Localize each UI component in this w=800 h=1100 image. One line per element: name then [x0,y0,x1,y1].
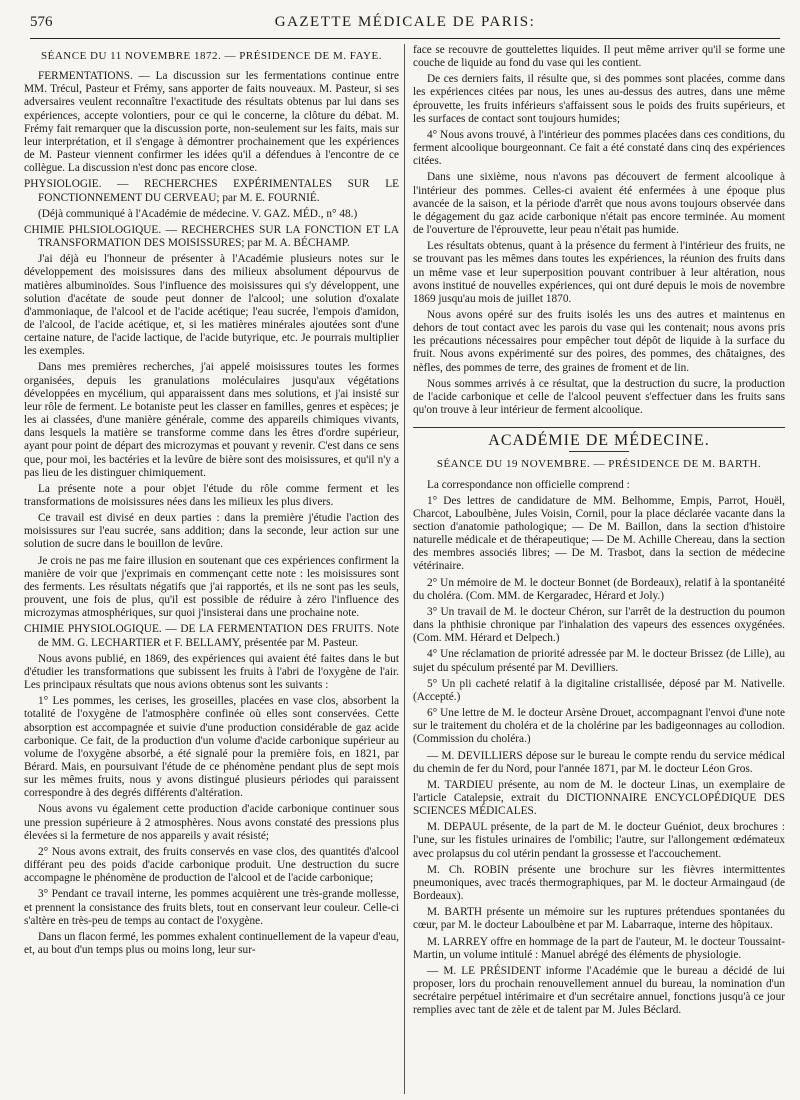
article-heading: CHIMIE PHLSIOLOGIQUE. — RECHERCHES SUR LA FONCTION ET LA TRANSFORMATION DES MOISISSURES; par M. A. BÉCHAMP. [24,223,399,250]
paragraph: 5° Un pli cacheté relatif à la digitaline cristallisée, déposé par M. Nativelle. (Accepté.) [413,677,785,703]
paragraph: La présente note a pour objet l'étude du rôle comme ferment et les transformations de moisissures nées dans les milieux les plus divers. [24,482,399,508]
paragraph: Je crois ne pas me faire illusion en soutenant que ces expériences confirment la manière de voir que j'exprimais en commençant cette note : les moisissures sont des ferments. Les résultats négatifs que j'ai rapportés, et ils ne sont pas les seuls, prouvent, une fois de plus, qu'il est possible de réduire à zéro l'influence des microzymas atmosphériques, sur quoi j'insisterai dans une prochaine note. [24,554,399,620]
paragraph: — M. DEVILLIERS dépose sur le bureau le compte rendu du service médical du chemin de fer du Nord, pour l'année 1871, par M. le docteur Léon Gros. [413,749,785,775]
paragraph: De ces derniers faits, il résulte que, si des pommes sont placées, comme dans les expériences citées par nous, les unes au-dessus des autres, dans une même éprouvette, les fruits inférieurs s'affaissent sous le poids des fruits supérieurs, et les surfaces de contact sont toujours humides; [413,73,785,125]
session-heading: SÉANCE DU 11 NOVEMBRE 1872. — PRÉSIDENCE DE M. FAYE. [41,50,382,62]
paragraph: — M. LE PRÉSIDENT informe l'Académie que le bureau a décidé de lui proposer, lors du prochain renouvellement annuel du bureau, la nomination d'un secrétaire perpétuel intérimaire et d'un secrétaire annuel, fonctions jusqu'à ce jour remplies avec tant de zèle et de talent par M. Jules Béclard. [413,964,785,1017]
page-number: 576 [30,14,53,30]
paragraph: 4° Une réclamation de priorité adressée par M. le docteur Brissez (de Lille), au sujet du spéculum présenté par M. Devilliers. [413,648,785,674]
paragraph: 4° Nous avons trouvé, à l'intérieur des pommes placées dans ces conditions, du ferment alcoolique bourgeonnant. Ce fait a été constaté dans cinq des expériences citées. [413,128,785,168]
section-title: ACADÉMIE DE MÉDECINE. [413,427,785,447]
paragraph: M. DEPAUL présente, de la part de M. le docteur Guéniot, deux brochures : l'une, sur les fistules urinaires de l'ombilic; l'autre, sur l'allongement œdémateux avec prolapsus du col utérin pendant la grossesse et l'accouchement. [413,821,785,860]
paragraph: 1° Des lettres de candidature de MM. Belhomme, Empis, Parrot, Houël, Charcot, Laboulbène, Jules Voisin, Cornil, pour la place déclarée vacante dans la section d'anatomie pathologique; — De M. Baillon, dans la section d'histoire naturelle médicale et de thérapeutique; — De M. Achille Chereau, dans la section des membres associés libres; — De M. Trasbot, dans la section de médecine vétérinaire. [413,494,785,573]
paragraph: Nous avons opéré sur des fruits isolés les uns des autres et maintenus en dehors de tout contact avec les parois du vase qui les contenait; nous avons pris les précautions nécessaires pour empêcher tout dépôt de liquide à la surface du fruit. Nous avons expérimenté sur des poires, des pommes, des châtaignes, des nèfles, des pommes de terre, des graines de froment et de lin. [413,308,785,374]
paragraph: Dans un flacon fermé, les pommes exhalent continuellement de la vapeur d'eau, et, au bout d'un temps plus ou moins long, leur sur- [24,930,399,956]
paragraph: Ce travail est divisé en deux parties : dans la première j'étudie l'action des moisissures sur l'eau sucrée, sans addition; dans la seconde, leur action sur une solution de sucre dans le bouillon de levûre. [24,512,399,551]
paragraph: 3° Pendant ce travail interne, les pommes acquièrent une très-grande mollesse, et prennent la consistance des fruits blets, tout en conservant leur couleur. Celle-ci s'altère en très-peu de temps au contact de l'oxygène. [24,888,399,927]
paragraph: M. BARTH présente un mémoire sur les ruptures prétendues spontanées du cœur, par M. le docteur Laboulbène et par M. Labarraque, interne des hôpitaux. [413,906,785,932]
paragraph: M. LARREY offre en hommage de la part de l'auteur, M. le docteur Toussaint-Martin, un volume intitulé : Manuel abrégé des éléments de physiologie. [413,935,785,961]
paragraph: (Déjà communiqué à l'Académie de médecine. V. GAZ. MÉD., n° 48.) [38,207,358,220]
paragraph: Dans mes premières recherches, j'ai appelé moisissures toutes les formes organisées, depuis les granulations moléculaires jusqu'aux végétations développées en mycélium, qui apparaissent dans mes solutions, et j'ai insisté sur leur rôle de ferment. Le botaniste peut les classer en familles, genres et espèces; je les ai classées, d'une manière générale, comme des appareils chimiques vivants, dans lesquels la matière se transforme comme dans les êtres d'ordre supérieur, ayant pour point de départ des microzymas et pouvant y revenir. C'est dans ce sens que, pour moi, les bactéries et la levûre de bière sont des moisissures, et qu'il n'y a pas lieu de les distinguer chimiquement. [24,361,399,479]
paragraph: 1° Les pommes, les cerises, les groseilles, placées en vase clos, absorbent la totalité de l'oxygène de l'atmosphère confinée où elles sont conservées. Cette absorption est accompagnée et suivie d'une production considérable de gaz acide carbonique. Ce fait, de la production d'un volume d'acide carbonique supérieur au volume de l'oxygène absorbé, a été signalé pour la première fois, en 1821, par Bérard. Mais, en poursuivant l'étude de ce phénomène pendant plus de sept mois sur les mêmes fruits, nous y avons distingué plusieurs périodes qui paraissent correspondre à des degrés différents d'altération. [24,695,399,800]
paragraph: Nous avons publié, en 1869, des expériences qui avaient été faites dans le but d'étudier les transformations que subissent les fruits à l'abri de l'oxygène de l'air. Les principaux résultats que nous avions obtenus sont les suivants : [24,652,399,692]
paragraph: Dans une sixième, nous n'avons pas découvert de ferment alcoolique à l'intérieur des pommes. Celles-ci avaient été enfermées à une époque plus avancée de la saison, et la période d'arrêt que nous avons toujours observée dans le dégagement du gaz acide carbonique n'était pas encore terminée. Au moment de l'ouverture de l'éprouvette, leur peau n'était pas humide. [413,171,785,237]
session-heading: SÉANCE DU 19 NOVEMBRE. — PRÉSIDENCE DE M. BARTH. [436,458,762,471]
paragraph: J'ai déjà eu l'honneur de présenter à l'Académie plusieurs notes sur le développement des moisissures dans des milieux absolument dépourvus de matières albuminoïdes. Sous l'influence des moisissures qui s'y développent, une solution d'acétate de soude peut donner de l'alcool; une solution d'oxalate d'ammoniaque, de l'alcool et de l'acide acétique; l'eau sucrée, l'empois d'amidon, de l'alcool, de l'acide acétique, et, si les matières minérales ajoutées sont d'une certaine nature, de l'acide lactique, de l'acide butyrique, etc. Je pourrais multiplier les exemples. [24,253,399,358]
journal-title: GAZETTE MÉDICALE DE PARIS: [274,14,536,30]
paragraph: Nous avons vu également cette production d'acide carbonique continuer sous une pression supérieure à 2 atmosphères. Nous avons constaté des pressions plus élevées si la fermeture de nos appareils y avait résisté; [24,803,399,842]
paragraph: 6° Une lettre de M. le docteur Arsène Drouet, accompagnant l'envoi d'une note sur le traitement du choléra et de la cholérine par les badigeonnages au collodion. (Commission du choléra.) [413,707,785,746]
article-heading: CHIMIE PHYSIOLOGIQUE. — DE LA FERMENTATION DES FRUITS. Note de MM. G. LECHARTIER et F. BELLAMY, présentée par M. Pasteur. [24,623,399,649]
paragraph: FERMENTATIONS. — La discussion sur les fermentations continue entre MM. Trécul, Pasteur et Frémy, sans apporter de faits nouveaux. M. Pasteur, si ses adversaires veulent reconnaître l'exactitude des résultats obtenus par lui dans ses expériences, accepte volontiers, pour ce qui le concerne, la clôture du débat. M. Frémy fait remarquer que la discussion porte, non-seulement sur les faits, mais sur leur interprétation, et il s'engage à démontrer prochainement que les expériences de M. Pasteur viennent confirmer les idées qu'il a défendues à l'encontre de ce collègue. La discussion n'est donc pas encore close. [24,70,399,175]
paragraph: 3° Un travail de M. le docteur Chéron, sur l'arrêt de la destruction du poumon dans la phthisie chronique par l'inhalation des vapeurs des essences oxygénées. (Com. MM. Hérard et Delpech.) [413,605,785,645]
paragraph: 2° Un mémoire de M. le docteur Bonnet (de Bordeaux), relatif à la spontanéité du choléra. (Com. MM. de Kergaradec, Hérard et Joly.) [413,576,785,602]
column-divider [404,44,405,1094]
paragraph: Nous sommes arrivés à ce résultat, que la destruction du sucre, la production de l'acide carbonique et celle de l'alcool peuvent s'effectuer dans les fruits sans qu'on trouve à leur intérieur de ferment alcoolique. [413,377,785,417]
right-column [413,44,785,1094]
paragraph: face se recouvre de gouttelettes liquides. Il peut même arriver qu'il se forme une couche de liquide au fond du vase qui les contient. [413,44,785,70]
paragraph: M. Ch. ROBIN présente une brochure sur les fièvres intermittentes pneumoniques, avec tracés thermographiques, par M. le docteur Armaingaud (de Bordeaux). [413,863,785,903]
article-heading: PHYSIOLOGIE. — RECHERCHES EXPÉRIMENTALES SUR LE FONCTIONNEMENT DU CERVEAU; par M. E. FOURNIÉ. [24,178,399,204]
paragraph: M. TARDIEU présente, au nom de M. le docteur Linas, un exemplaire de l'article Catalepsie, extrait du DICTIONNAIRE ENCYCLOPÉDIQUE DES SCIENCES MÉDICALES. [413,778,785,818]
paragraph: La correspondance non officielle comprend : [427,478,630,491]
paragraph: 2° Nous avons extrait, des fruits conservés en vase clos, des quantités d'alcool différant peu des poids d'acide carbonique produit. Une destruction du sucre accompagne le phénomène de production de l'alcool et de l'acide carbonique; [24,845,399,885]
left-column [24,44,399,1094]
title-rule [569,451,629,452]
page-header [30,12,780,39]
paragraph: Les résultats obtenus, quant à la présence du ferment à l'intérieur des fruits, ne se trouvant pas les mêmes dans toutes les expériences, la réunion des fruits dans un même vase et leur superposition pouvant contribuer à leur altération, nous avons institué de nouvelles expériences, qui ont duré depuis le mois de novembre 1869 jusqu'au mois de juillet 1870. [413,240,785,305]
